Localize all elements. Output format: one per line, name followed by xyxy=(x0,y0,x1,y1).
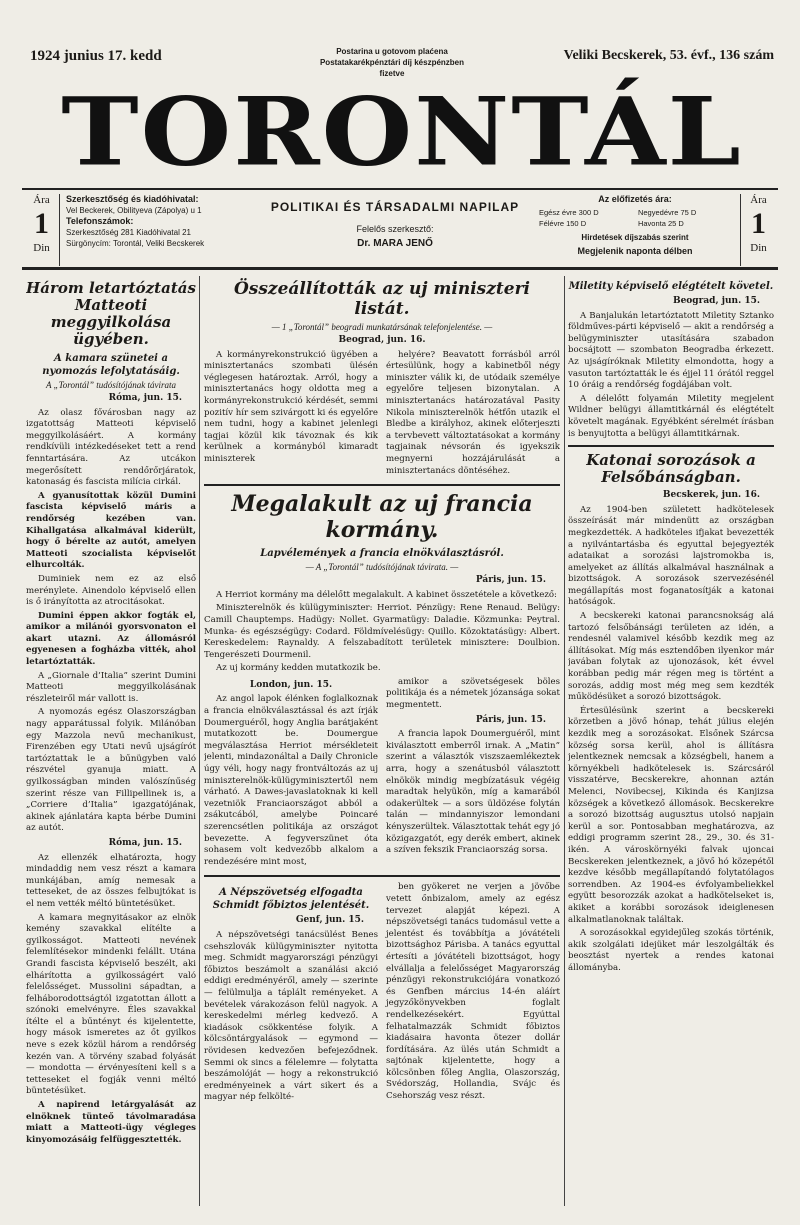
phones-title: Telefonszámok: xyxy=(66,216,134,226)
dateline: Genf, jun. 15. xyxy=(295,915,364,926)
article-matteoti xyxy=(26,276,196,1206)
paragraph: A nyomozás egész Olaszországban nagy apparátussal folyik. Milánóban egy Mazzola nevű mechanikust, Firenzében egy Utati nevű ujságírót tartóztattak le a bűnügyben való részvétel gyanuja miatt. A gyilkosságban minden valószínűség szerint része van Fillipellinek is, a „Corriere d’Italia” igazgatójának, akinek ajánlatára kapta bérbe Dumini az autót. xyxy=(26,707,196,834)
office-address: Vel Beckerek, Obilityeva (Zápolya) u 1 xyxy=(66,206,202,215)
dateline: London, jun. 15. xyxy=(249,679,333,690)
paragraph: Miniszterelnök és külügyminiszter: Herriot. Pénzügy: Rene Renaud. Belügy: Camill Chauptemps. Hadügy: Nollet. Gyarmatügy: Daladie. Közmunka: Peytral. Munka- és egészségügy: Codard. Földmívelésügy: Quillo. Közoktatásügy: Albert. Kereskedelem: Raynaldy. A felszabadított területek minisztere: Doulbion. Tengerészeti Dourmenil. xyxy=(204,603,560,660)
paragraph: Az ellenzék elhatározta, hogy mindaddig nem vesz részt a kamara munkájában, amíg nemesak a tetteseket, de az összes felbujtókat is el nem vették méltó büntetésüket. xyxy=(26,852,196,909)
column-divider xyxy=(564,276,565,1206)
price-value: 1 xyxy=(751,207,766,240)
paragraph: A napirend letárgyalását az elnöknek tünteő távolmaradása miatt a Matteoti-ügy végleges kinyomozásáig felfüggesztették. xyxy=(26,1100,196,1145)
paragraph: A népszövetségi tanácsülést Benes csehszlovák külügyminiszter nyitotta meg. Schmidt magyarországi pénzügyi főbiztos beszámolt a szanálási akció eddigi eredményéről, amely — szerinte — felülmulja a táplált reményeket. A bevételek várakozáson felül nagyok. A kereskedelmi mérleg kedvező. A kiadások csökkentése folyik. A kölcsöntárgyalások — egymond — rövidesen kedvezően befejeződnek. Semmi ok sincs a félelemre — folytatta beszámolóját — hogy a rekonstrukció eredményeinek a várt sikert és a magyar nép felkölté- xyxy=(204,929,378,1103)
dateline: Páris, jun. 15. xyxy=(475,714,546,725)
article-subheadline: A kamara szünetei a nyomozás lefolytatásáig. xyxy=(42,353,180,377)
section-rule xyxy=(204,484,560,486)
article-subheadline: Lapvélemények a francia elnökválasztásról. xyxy=(260,548,504,560)
sub-year: Egész évre 300 D xyxy=(539,208,599,217)
article-headline: Összeállították az uj miniszteri listát. xyxy=(233,279,530,319)
paragraph: A kamara megnyitásakor az elnök kemény szavakkal elítélte a gyilkosságot. Matteoti nevének felemlítésekor mindenki felállt. Utána Grandi fascista képviselő beszélt, aki elhárította a gyilkosságért való felelősséget. Mussolini sápadtan, a felháborodottságtól izgatottan állott a szónoki emelvényre. Éles szavakkal ítélte el a bűntényt és kijelentette, hogy mások ismeretes az őt gyilkos neve s ezek közül három a rendőrség kezén van. A törvény szabad folyását — mondotta — érvényesíteni kell s a tetteseket el fogják venni méltó büntetésüket. xyxy=(26,912,196,1097)
header-band xyxy=(22,188,778,270)
daily-note: Megjelenik naponta délben xyxy=(577,246,693,256)
price-value: 1 xyxy=(34,207,49,240)
article-body xyxy=(204,350,560,480)
paragraph: ben gyökeret ne verjen a jövőbe vetett őnbizalom, amely az egész tervezet alapját képezi. A népszövetségi tanács tudomásul vette a jelentést és továbbítja a jóvátételi bizottsághoz Párisba. A tanács egyuttal értesíti a jóvátételi bizottságot, hogy elvállalja a felelősséget Magyarország pénzügyi rekonstrukciójára vonatkozó és Genfben március 14-én aláírt jegyzőkönyvekben foglalt rendelkezésekért. Egyúttal felhatalmazzák Schmidt főbiztos kiadásaira havonta ötezer dollár fordítására. Az ülés után Schmidt a sajtónak kijelentette, hogy a kölcsönben főleg Anglia, Olaszország, Svédország, Hollandia, Svájc és Csehország vesz részt. xyxy=(386,882,560,1102)
issue-date: 1924 junius 17. kedd xyxy=(30,48,162,64)
section-rule xyxy=(204,875,560,877)
subscription-info xyxy=(537,194,733,257)
price-box-right xyxy=(740,194,776,266)
postal-note: Postarina u gotovom plaćena Postatakarékpénztári díj készpénzben fizetve xyxy=(319,47,465,78)
center-column xyxy=(204,276,560,1206)
paragraph: A gyanusítottak közül Dumini fascista képviselő máris a rendőrség kezében van. Kihallgatása alkalmával kiderült, hogy ő bérelte az autót, amelyen Matteoti szocialista képviselőt elhurcolták. xyxy=(26,490,196,571)
article-kicker: — 1 „Torontál” beogradi munkatársának telefonjelentése. — xyxy=(271,322,493,332)
paragraph: A Banjalukán letartóztatott Miletity Sztanko földműves-párti képviselő — akit a rendőrség a belügyminiszter utasítására szabadon bocsájtott — szombaton Beogradba érkezett. Az ujságíróknak Miletity elmondotta, hogy a vasuton tartóztatták le és éjjel 11 órától reggel 10 óráig a rendőrség fogdájában volt. xyxy=(568,310,774,391)
price-currency: Din xyxy=(33,242,50,254)
paragraph: Értesülésünk szerint a becskereki körzetben a jövő hónap, tehát július elején kezdik meg a sorozásokat. Elsőnek Szárcsa község sorsa kerül, ahol is állításra jelentkeznek nemcsak a községbeli, hanem a környékbeli hadkötelesek is. Szárcsáról visszatérve, Becskerekre, ahonnan aztán Melenci, Novibecsej, Kikinda és Kanjizsa községek a következő állomások. Becskerekre a sorozó bizottság augusztus utolsó napjain kerül a sor. Pontosabban meghatározva, az eddigi programm szerint 28., 29., 30. és 31-ikén. A városkörnyéki falvak ujoncai Becskereken jelentkeznek, a jövő hó közepétől kezdve később megállapítandó folytatólagos sorrendben. Az 1904-es évfolyambeliekkel együtt besorozzák azokat a hadkötelseket is, akiket a korábbi sorozások ideiglenesen alkalmatlanoknak találtak. xyxy=(568,705,774,925)
office-title: Szerkesztőség és kiadóhivatal: xyxy=(66,194,199,204)
article-headline: Megalakult az uj francia kormány. xyxy=(231,491,533,544)
top-info-row xyxy=(22,40,778,80)
paragraph: Az 1904-ben született hadkötelesek összeírását már mindenütt az országban megkezdették. A hadköteles ifjakat bevezették a nyilvántartásba és egyuttal bejegyezték adataikat a sorozási lajstromokba is, amelyeket az állítás alkalmával használnak a bizottságok. A sorozások szervezésénél megállapítás most foganatosítják a katonai hatóságok. xyxy=(568,504,774,608)
dateline: Páris, jun. 15. xyxy=(475,575,546,586)
paragraph: Az olasz fővárosban nagy az izgatottság Matteoti képviselő meggyilkolásáért. A kormány rendkívüli intézkedéseket tett a rend fenntartására. Az utcákon megerősített rendőrőrjáratok, katonaság és fascista milícia cirkál. xyxy=(26,407,196,488)
paragraph: A francia lapok Doumerguéről, mint kiválasztott emberről irnak. A „Matin” szerint a választók viszszaemlékeztek arra, hogy a szenátusból választott elnökök mindig megbízatásuk végéig maradtak helyükön, míg a kamarából odakerültek — a sors üldözése folytán talán — mindannyiszor lemondani kényszerültek. Választottak tehát egy jó közigazgatót, egy derék embert, akinek a szíven fekszik Franciaország sorsa. xyxy=(386,729,560,856)
sub-half: Félévre 150 D xyxy=(539,219,587,228)
right-column xyxy=(568,276,774,1206)
tagline-block xyxy=(260,200,530,249)
paragraph: A „Giornale d’Italia” szerint Dumini Matteoti meggyilkolásának részleteiről már vallott is. xyxy=(26,670,196,704)
paragraph: A becskereki katonai parancsnokság alá tartozó felsőbánsági területen az idén, a rendesnél valamivel később kezdik meg az állításokat. Míg más esztendőben ilyenkor már javában folytak az ujonozások, két évvel korábban pedig már régen meg is történt a sorozás, addig most még meg sem kezdték működésüket a sorozó bizottságok. xyxy=(568,611,774,703)
phones: Szerkesztőség 281 Kiadóhivatal 21 xyxy=(66,228,191,237)
dateline: Róma, jun. 15. xyxy=(108,393,182,403)
editor-name: Dr. MARA JENŐ xyxy=(357,238,433,249)
article-kicker: A „Torontál” tudósítójának távirata xyxy=(46,380,176,390)
tagline: POLITIKAI ÉS TÁRSADALMI NAPILAP xyxy=(270,200,520,214)
paragraph: Az uj kormány kedden mutatkozik be. xyxy=(216,663,381,674)
paragraph: amikor a szövetségesek böles politikája és a németek józansága sokat megmentett. xyxy=(386,676,560,711)
editor-label: Felelős szerkesztő: xyxy=(356,224,434,234)
subscription-title: Az előfizetés ára: xyxy=(598,194,672,204)
city-volume-number: Veliki Becskerek, 53. évf., 136 szám xyxy=(563,48,774,63)
section-rule xyxy=(568,445,774,447)
paragraph: helyére? Beavatott forrásból arról értesülünk, hogy a kabinetből négy miniszter válik ki, de utódaik személye egyelőre teljesen bizonytalan. A minisztertanács határozatával Pasity Nikola miniszterelnök hétfőn utazik el Bledbe a királyhoz, akinek előterjeszti a tervbevett változtatásokat a kormány tagjainak névsorán és igyekszik megnyerni hozzájárulását a minisztertanács döntéséhez. xyxy=(386,349,560,476)
price-label: Ára xyxy=(33,194,50,206)
article-headline: Katonai sorozások a Felsőbánságban. xyxy=(586,451,756,487)
paragraph: A kormányrekonstrukció ügyében a minisztertanács szombati ülésén véglegesen határoztak. Arról, hogy a minisztertanács hogy oldotta meg a kormányrekonstrukció kérdését, semmi pozitív hír sem szivárgott ki és egyelőre nem tudni, hogy a kabinet jelenlegi tagjai közül kik távoznak és kik kerülnek a kormányból kimaradt miniszterek xyxy=(204,349,378,464)
subscription-table xyxy=(537,207,733,229)
price-label: Ára xyxy=(750,194,767,206)
column-divider xyxy=(199,276,200,1206)
sub-month: Havonta 25 D xyxy=(637,219,684,228)
article-body xyxy=(204,677,560,871)
telegram-address: Sürgönycím: Torontál, Veliki Becskerek xyxy=(66,239,205,248)
masthead-title: TORONTÁL xyxy=(61,76,743,187)
ads-note: Hirdetések díjszabás szerint xyxy=(581,233,689,242)
article-headline: A Népszövetség elfogadta Schmidt főbiztos jelentését. xyxy=(212,887,370,912)
article-headline: Miletity képviselő elégtételt követel. xyxy=(568,281,774,292)
paragraph: A Herriot kormány ma délelőtt megalakult. A kabinet összetétele a következő: xyxy=(216,589,557,600)
price-box-left xyxy=(24,194,60,266)
dateline: Beograd, jun. 16. xyxy=(338,335,426,345)
office-info xyxy=(66,194,256,249)
paragraph: A délelőtt folyamán Miletity megjelent Wildner belügyi államtitkárnál és elégtételt követelt magának. Egyébként sérelmét írásban is benyujtotta a belügyi államtitkárnak. xyxy=(568,393,774,439)
price-currency: Din xyxy=(750,242,767,254)
article-body xyxy=(204,882,560,1106)
paragraph: A sorozásokkal egyidejűleg szokás történik, akik szolgálati idejüket már leszolgálták és beosztást nyertek a rendes katonai állományba. xyxy=(568,928,774,973)
article-headline: Három letartóztatás Matteoti meggyilkolása ügyében. xyxy=(26,279,196,348)
newspaper-page xyxy=(22,40,778,1210)
sub-quarter: Negyedévre 75 D xyxy=(637,208,697,217)
paragraph: Az angol lapok élénken foglalkoznak a francia elnökválasztással és azt írják Doumerguéről, hogy Anglia barátjaként mutatkozott be. Doumergue megválasztása Herriot mérsékleteit jelenti, mindazonáltal a Daily Chronicle úgy véli, hogy nagy frontváltozás az uj miniszterelnök-külügyminisztertől nem várható. A Dawes-javaslatoknak ki kell vezetniök Franciaországot abból a zsákutcából, amelybe Poincaré szerencsétlen politikája az országot bevezette. A fegyverszünet óta sohasem volt kedvezőbb alkalom a rendezésére mint most, xyxy=(204,694,378,867)
paragraph: Duminiek nem ez az első merénylete. Ainendolo képviselő ellen is ő irányította az atrocitásokat. xyxy=(26,573,196,608)
dateline: Róma, jun. 15. xyxy=(108,837,182,848)
dateline: Becskerek, jun. 16. xyxy=(662,490,760,501)
paragraph: Dumini éppen akkor fogták el, amikor a milánói gyorsvonaton el akart utazni. Az állomásról egyenesen a fogházba vitték, ahol letartóztatták. xyxy=(26,610,196,668)
article-kicker: — A „Torontál” tudósítójának távirata. — xyxy=(305,562,459,573)
dateline: Beograd, jun. 15. xyxy=(672,296,760,306)
